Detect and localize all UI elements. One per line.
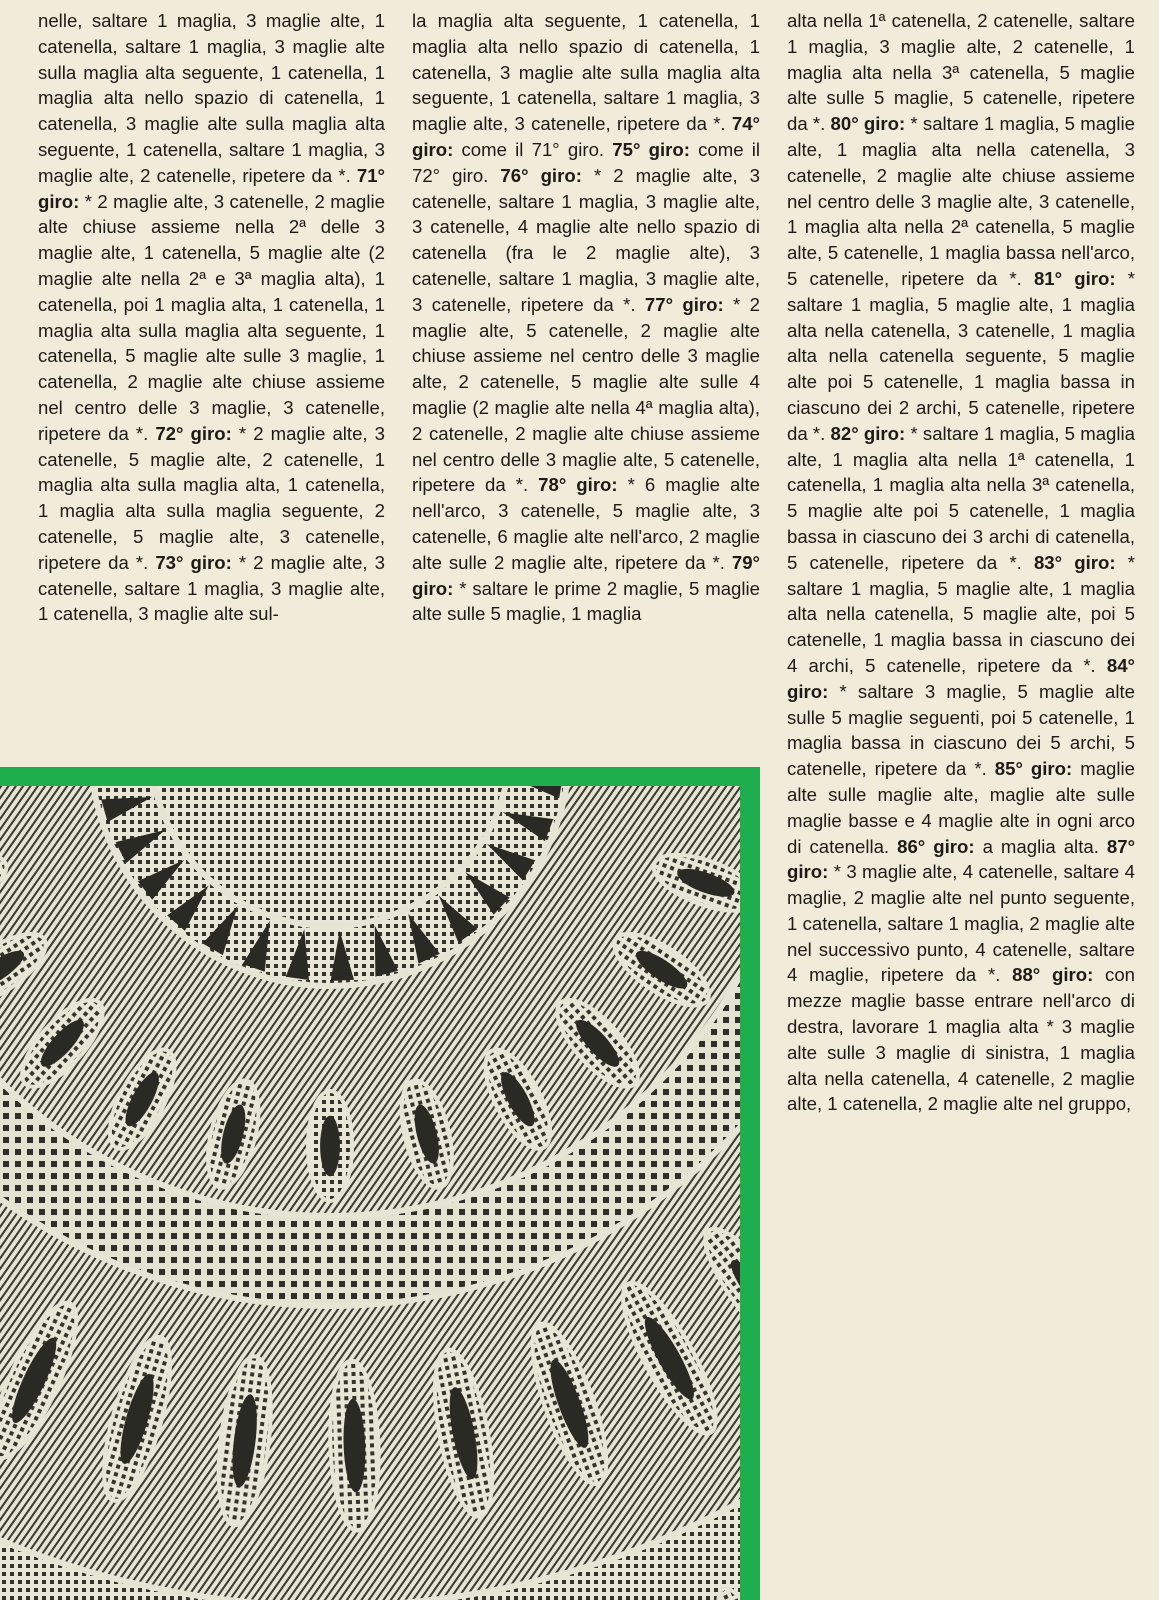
instruction-text: * 3 maglie alte, 4 catenelle, saltare 4 maglie, 2 maglie alte nel punto seguente, 1 catenella, saltare 1 maglia, 2 maglie alte nel successivo punto, 4 catenelle, saltare 4 maglie, ripetere da *. (787, 861, 1135, 986)
instruction-text: nelle, saltare 1 maglia, 3 maglie alte, 1 catenella, saltare 1 maglia, 3 maglie alte sulla maglia alta seguente, 1 catenella, 1 maglia alta nello spazio di catenella, 1 catenella, 3 maglie alte sulla maglia alta seguente, 1 catenella, saltare 1 maglia, 3 maglie alte, 2 catenelle, ripetere da *. (38, 10, 385, 186)
instruction-text: * 2 maglie alte, 3 catenelle, saltare 1 maglia, 3 maglie alte, 3 catenelle, 4 maglie alte nello spazio di catenella (fra le 2 maglie alte), 3 catenelle, saltare 1 maglia, 3 maglie alte, 3 catenelle, ripetere da *. (412, 164, 760, 315)
instruction-text: * saltare 1 maglia, 5 maglia alte, 1 maglia alta nella 1ª catenella, 1 catenella, 1 maglia alta nella 3ª catenella, 5 maglie alte poi 5 catenelle, 1 maglia bassa in ciascuno dei 3 archi di catenella, 5 catenelle, ripetere da *. (787, 422, 1136, 573)
column-paragraph (412, 8, 760, 627)
doily-illustration (0, 786, 740, 1600)
instruction-text: * 2 maglie alte, 3 catenelle, 5 maglie alte, 2 catenelle, 1 maglia alta sulla maglia alta, 1 catenella, 1 maglia alta sulla maglia seguente, 2 catenelle, 5 maglie alte, 3 catenelle, ripetere da *. (38, 422, 385, 573)
instruction-text: * 6 maglie alte nell'arco, 3 catenelle, 5 maglie alte, 3 catenelle, 6 maglie alte nell'arco, 2 maglie alte sulle 2 maglie alte, ripetere da *. (412, 474, 761, 573)
round-heading: 77° giro: (644, 293, 724, 315)
round-heading: 86° giro: (897, 835, 975, 857)
column-paragraph (38, 8, 385, 627)
round-heading: 81° giro: (1033, 267, 1116, 289)
round-heading: 80° giro: (830, 113, 906, 135)
round-heading: 87° giro: (787, 835, 1136, 883)
round-heading: 85° giro: (994, 758, 1073, 780)
instruction-text: a maglia alta. (974, 835, 1107, 857)
round-heading: 75° giro: (612, 138, 690, 160)
instruction-text: con mezze maglie basse entrare nell'arco di destra, lavorare 1 maglia alta * 3 maglie alte sulle 3 maglie di sinistra, 1 maglia alta nella catenella, 4 catenelle, 2 maglie alte, 1 catenella, 2 maglie alte nel gruppo, (787, 964, 1135, 1115)
round-heading: 83° giro: (1033, 551, 1116, 573)
instruction-text: * 2 maglie alte, 3 catenelle, 2 maglie alte chiuse assieme nella 2ª delle 3 maglie alte, 1 catenella, 5 maglie alte (2 maglie alte nella 2ª e 3ª maglia alta), 1 catenella, poi 1 maglia alta, 1 catenella, 1 maglia alta sulla maglia alta seguente, 1 catenella, 5 maglie alte sulle 3 maglie, 1 catenella, 2 maglie alte chiuse assieme nel centro delle 3 maglie, 3 catenelle, ripetere da *. (38, 190, 385, 444)
crochet-doily-photo (0, 786, 740, 1600)
round-heading: 82° giro: (830, 422, 906, 444)
instruction-text: * saltare 1 maglia, 5 maglie alte, 1 maglia alta nella catenella, 3 catenelle, 1 maglia alta nella catenella seguente, 5 maglie alte poi 5 catenelle, 1 maglia bassa in ciascuno dei 2 archi, 5 catenelle, ripetere da *. (787, 267, 1135, 444)
round-heading: 72° giro: (155, 422, 232, 444)
instruction-text: come il 72° giro. (412, 138, 761, 186)
round-heading: 78° giro: (538, 474, 618, 496)
round-heading: 84° giro: (787, 654, 1135, 702)
instruction-text: la maglia alta seguente, 1 catenella, 1 maglia alta nello spazio di catenella, 1 catenella, 3 maglie alte sulla maglia alta seguente, 1 catenella, saltare 1 maglia, 3 maglie alte, 3 catenelle, ripetere da *. (412, 10, 760, 135)
instruction-text: * saltare 1 maglia, 5 maglie alte, 1 maglia alta nella catenella, 3 catenelle, 2 maglie alte chiuse assieme nel centro delle 3 maglie alte, 3 catenelle, 1 maglia alta nella 2ª catenella, 5 maglie alte, 5 catenelle, 1 maglia bassa nell'arco, 5 catenelle, ripetere da *. (787, 113, 1136, 289)
round-heading: 71° giro: (38, 164, 385, 212)
instruction-text: * saltare 3 maglie, 5 maglie alte sulle 5 maglie seguenti, poi 5 catenelle, 1 maglia bassa in ciascuno dei 5 archi, 5 catenelle, ripetere da *. (787, 680, 1135, 780)
instruction-text: come il 71° giro. (453, 138, 613, 160)
round-heading: 88° giro: (1012, 964, 1094, 986)
round-heading: 74° giro: (412, 113, 760, 160)
instruction-text: * 2 maglie alte, 3 catenelle, saltare 1 maglia, 3 maglie alte, 1 catenella, 3 maglie alte sul- (38, 551, 385, 625)
round-heading: 76° giro: (500, 164, 582, 186)
text-column-1 (38, 8, 385, 627)
instruction-text: * saltare le prime 2 maglie, 5 maglie alte sulle 5 maglie, 1 maglia (412, 577, 760, 625)
instruction-text: * 2 maglie alte, 5 catenelle, 2 maglie alte chiuse assieme nel centro delle 3 maglie alte, 2 catenelle, 5 maglie alte sulle 4 maglie (2 maglie alte nella 4ª maglia alta), 2 catenelle, 2 maglie alte chiuse assieme nel centro delle 3 maglie alte, 5 catenelle, ripetere da *. (412, 293, 760, 496)
column-paragraph (787, 8, 1135, 1117)
round-heading: 73° giro: (155, 551, 232, 573)
instruction-text: maglie alte sulle maglie alte, maglie alte sulle maglie basse e 4 maglie alte in ogni arco di catenella. (787, 758, 1135, 857)
round-heading: 79° giro: (412, 551, 760, 599)
photo-frame (0, 767, 760, 1600)
text-column-3 (787, 8, 1135, 1117)
text-column-2 (412, 8, 760, 627)
instruction-text: * saltare 1 maglia, 5 maglie alte, 1 maglia alta nella catenella, 5 maglie alte, poi 5 catenelle, 1 maglia bassa in ciascuno dei 4 archi, 5 catenelle, ripetere da *. (787, 551, 1135, 676)
instruction-text: alta nella 1ª catenella, 2 catenelle, saltare 1 maglia, 3 maglie alte, 2 catenelle, 1 maglia alta nella 3ª catenella, 5 maglie alte sulle 5 maglie, 5 catenelle, ripetere da *. (787, 10, 1135, 135)
